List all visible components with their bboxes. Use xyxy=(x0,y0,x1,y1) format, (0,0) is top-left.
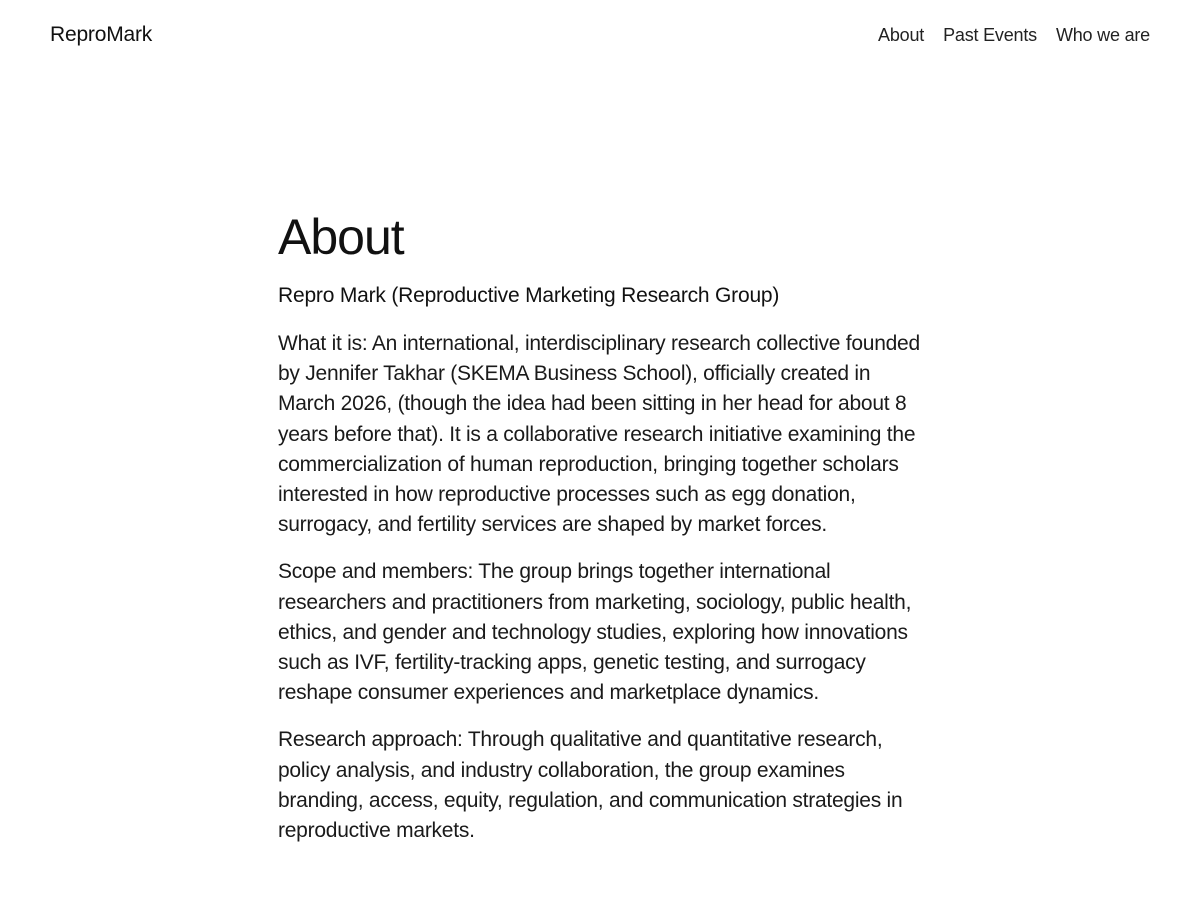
main-nav xyxy=(878,22,1150,48)
site-logo[interactable]: ReproMark xyxy=(50,23,153,46)
nav-link-about[interactable]: About xyxy=(878,25,925,45)
nav-link-who-we-are[interactable]: Who we are xyxy=(1055,25,1150,45)
page-subtitle: Repro Mark (Reproductive Marketing Research Group) xyxy=(278,284,780,307)
page-title: About xyxy=(278,209,404,265)
site-header xyxy=(0,0,1200,72)
paragraph-research-approach: Research approach: Through qualitative and quantitative research, policy analysis, and industry collaboration, the group examines branding, access, equity, regulation, and communication strategies in reproductive markets. xyxy=(278,728,903,843)
paragraph-scope-and-members: Scope and members: The group brings together international researchers and practitioners from marketing, sociology, public health, ethics, and gender and technology studies, exploring how innovations such as IVF, fertility-tracking apps, genetic testing, and surrogacy reshape consumer experiences and marketplace dynamics. xyxy=(278,560,912,705)
paragraph-what-it-is: What it is: An international, interdisciplinary research collective founded by Jennifer Takhar (SKEMA Business School), officially created in March 2026, (though the idea had been sitting in her head for about 8 years before that). It is a collaborative research initiative examining the commercialization of human reproduction, bringing together scholars interested in how reproductive processes such as egg donation, surrogacy, and fertility services are shaped by market forces. xyxy=(278,332,920,537)
main-content xyxy=(278,205,928,846)
nav-link-past-events[interactable]: Past Events xyxy=(943,25,1037,45)
